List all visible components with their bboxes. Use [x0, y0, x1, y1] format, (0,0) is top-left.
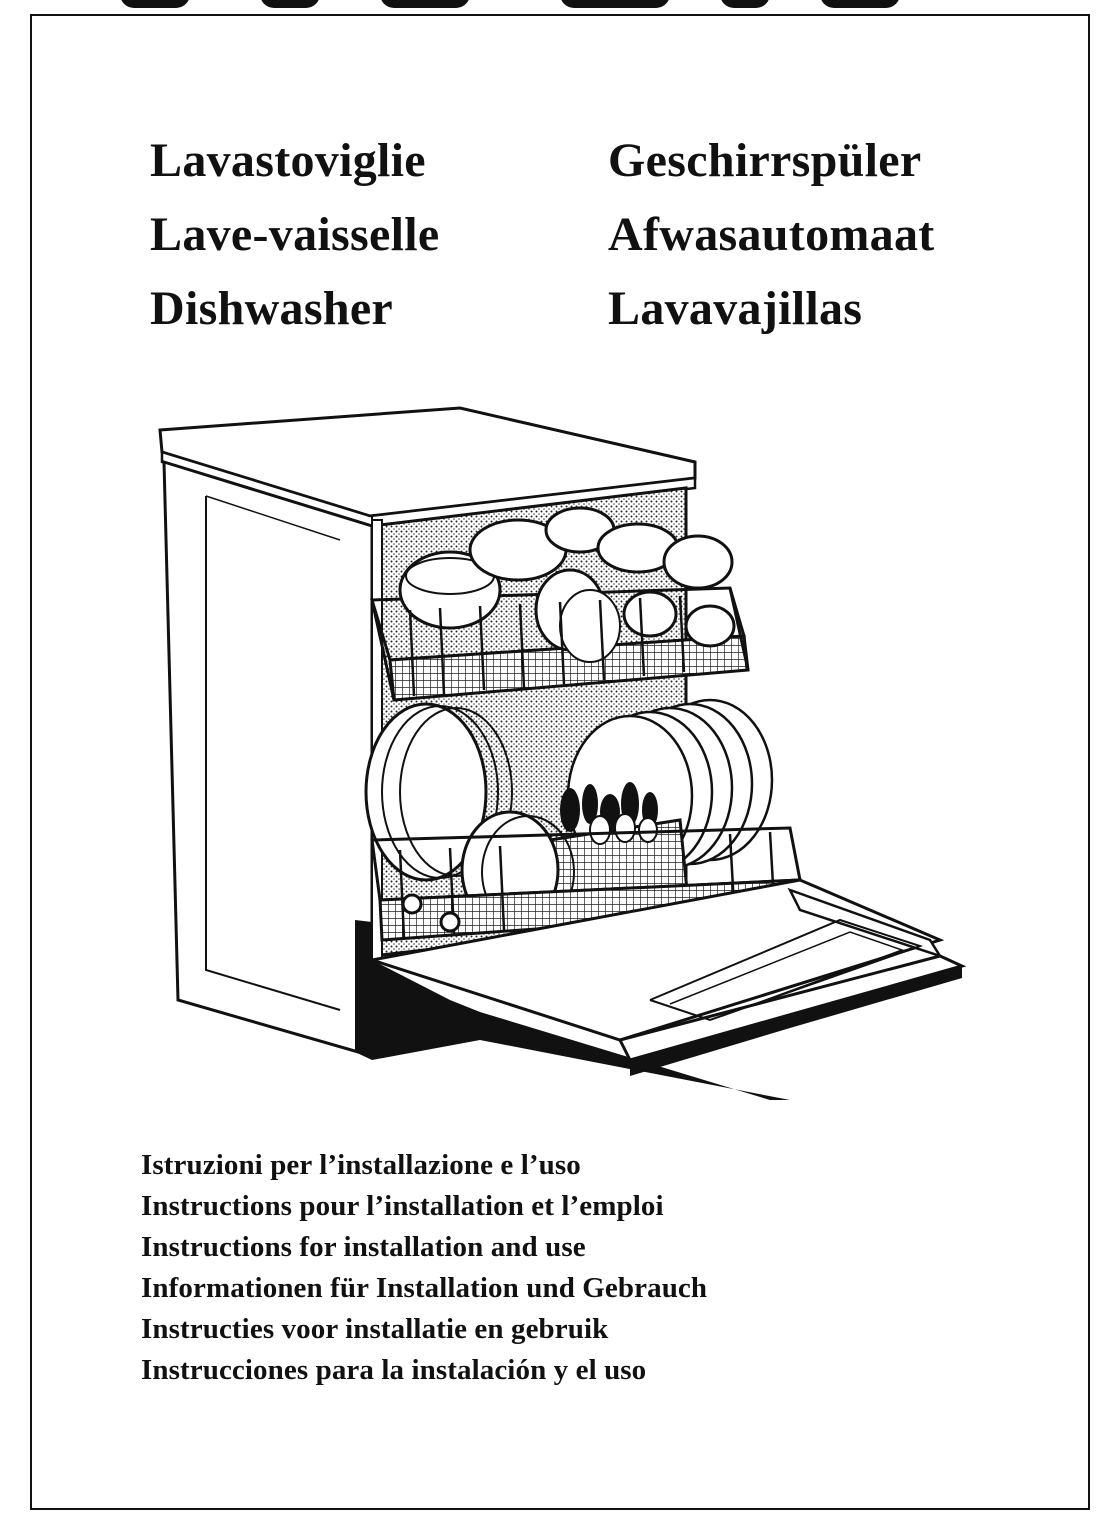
title-italian: Lavastoviglie — [150, 134, 426, 187]
top-edge-fragment — [0, 0, 1120, 14]
instruction-french: Instructions pour l’installation et l’emploi — [141, 1190, 664, 1222]
instruction-english: Instructions for installation and use — [141, 1231, 586, 1263]
product-titles — [150, 128, 1010, 342]
title-french: Lave-vaisselle — [150, 208, 440, 261]
title-dutch: Afwasautomaat — [608, 208, 935, 261]
instruction-dutch: Instructies voor installatie en gebruik — [141, 1313, 609, 1345]
title-english: Dishwasher — [150, 282, 394, 335]
instruction-german: Informationen für Installation und Gebrauch — [141, 1272, 708, 1304]
title-spanish: Lavavajillas — [608, 282, 863, 335]
instruction-spanish: Instrucciones para la instalación y el uso — [141, 1354, 647, 1386]
dishwasher-open-illustration-icon — [150, 400, 970, 1120]
title-german: Geschirrspüler — [608, 134, 922, 187]
instruction-list — [141, 1145, 1001, 1391]
instruction-italian: Istruzioni per l’installazione e l’uso — [141, 1149, 581, 1181]
